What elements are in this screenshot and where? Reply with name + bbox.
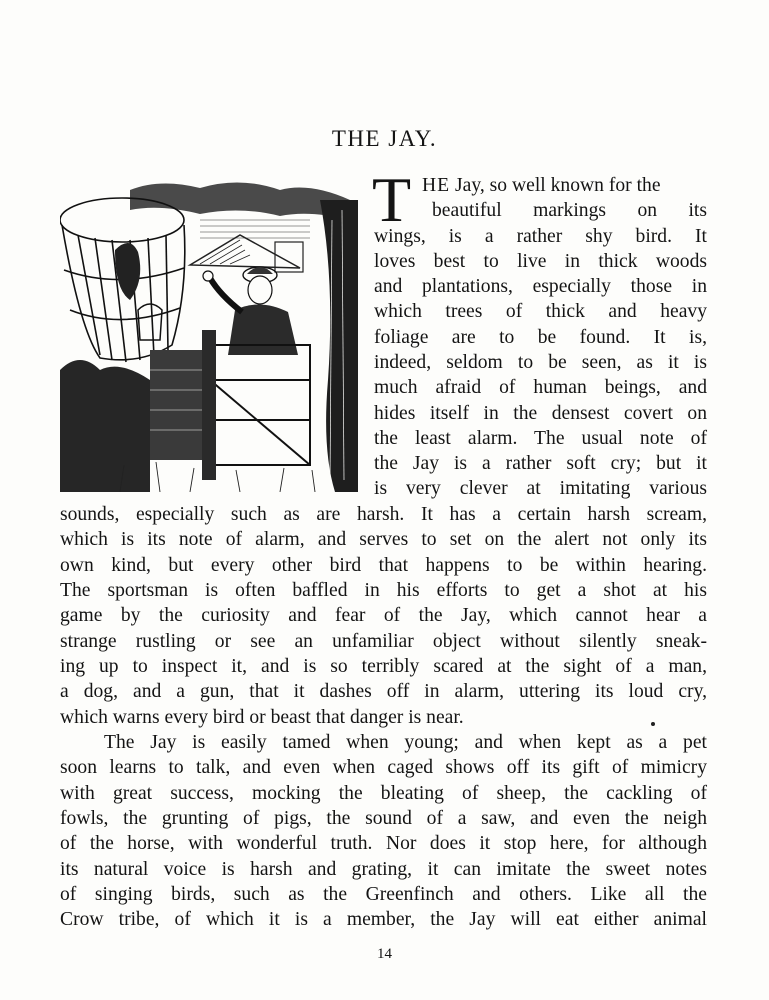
paragraph-start-line: The Jay is easily tamed when young; and when kept as a pet	[104, 732, 707, 753]
text-line: loves best to live in thick woods	[374, 251, 707, 272]
text-line: its natural voice is harsh and grating, it can imitate the sweet notes	[60, 859, 707, 880]
text-line: is very clever at imitating various	[374, 478, 707, 499]
text-line: the Jay is a rather soft cry; but it	[374, 453, 707, 474]
text-line: hides itself in the densest covert on	[374, 403, 707, 424]
text-line: beautiful markings on its	[432, 200, 707, 221]
text-line: foliage are to be found. It is,	[374, 327, 707, 348]
text-line: of the horse, with wonderful truth. Nor does it stop here, for although	[60, 833, 707, 854]
text-line: which is its note of alarm, and serves to set on the alert not only its	[60, 529, 707, 550]
text-line: and plantations, especially those in	[374, 276, 707, 297]
text-line: soon learns to talk, and even when caged shows off its gift of mimicry	[60, 757, 707, 778]
text-line: much afraid of human beings, and	[374, 377, 707, 398]
text-line: fowls, the grunting of pigs, the sound of a saw, and even the neigh	[60, 808, 707, 829]
text-line: with great success, mocking the bleating of sheep, the cackling of	[60, 783, 707, 804]
text-line: own kind, but every other bird that happens to be within hearing.	[60, 555, 707, 576]
text-line: strange rustling or see an unfamiliar object without silently sneak-	[60, 631, 707, 652]
text-line: which warns every bird or beast that danger is near.	[60, 707, 464, 728]
page-title: THE JAY.	[331, 126, 438, 151]
text-line: indeed, seldom to be seen, as it is	[374, 352, 707, 373]
text-line: game by the curiosity and fear of the Jay, which cannot hear a	[60, 605, 707, 626]
boy-with-bird-cage-engraving	[60, 180, 358, 492]
text-line: the least alarm. The usual note of	[374, 428, 707, 449]
drop-cap: T	[372, 164, 412, 235]
first-word-rest: HE	[422, 175, 451, 196]
text-line: wings, is a rather shy bird. It	[374, 226, 707, 247]
ink-speck	[651, 722, 655, 726]
text-line: of singing birds, such as the Greenfinch and others. Like all the	[60, 884, 707, 905]
first-line-text: Jay, so well known for the	[455, 175, 661, 196]
text-line: a dog, and a gun, that it dashes off in alarm, uttering its loud cry,	[60, 681, 707, 702]
text-line: sounds, especially such as are harsh. It has a certain harsh scream,	[60, 504, 707, 525]
text-line: Crow tribe, of which it is a member, the Jay will eat either animal	[60, 909, 707, 930]
text-line: ing up to inspect it, and is so terribly scared at the sight of a man,	[60, 656, 707, 677]
page-number: 14	[377, 946, 392, 962]
first-line	[422, 174, 707, 198]
engraving-illustration	[60, 180, 358, 492]
text-line: which trees of thick and heavy	[374, 301, 707, 322]
text-line: The sportsman is often baffled in his efforts to get a shot at his	[60, 580, 707, 601]
